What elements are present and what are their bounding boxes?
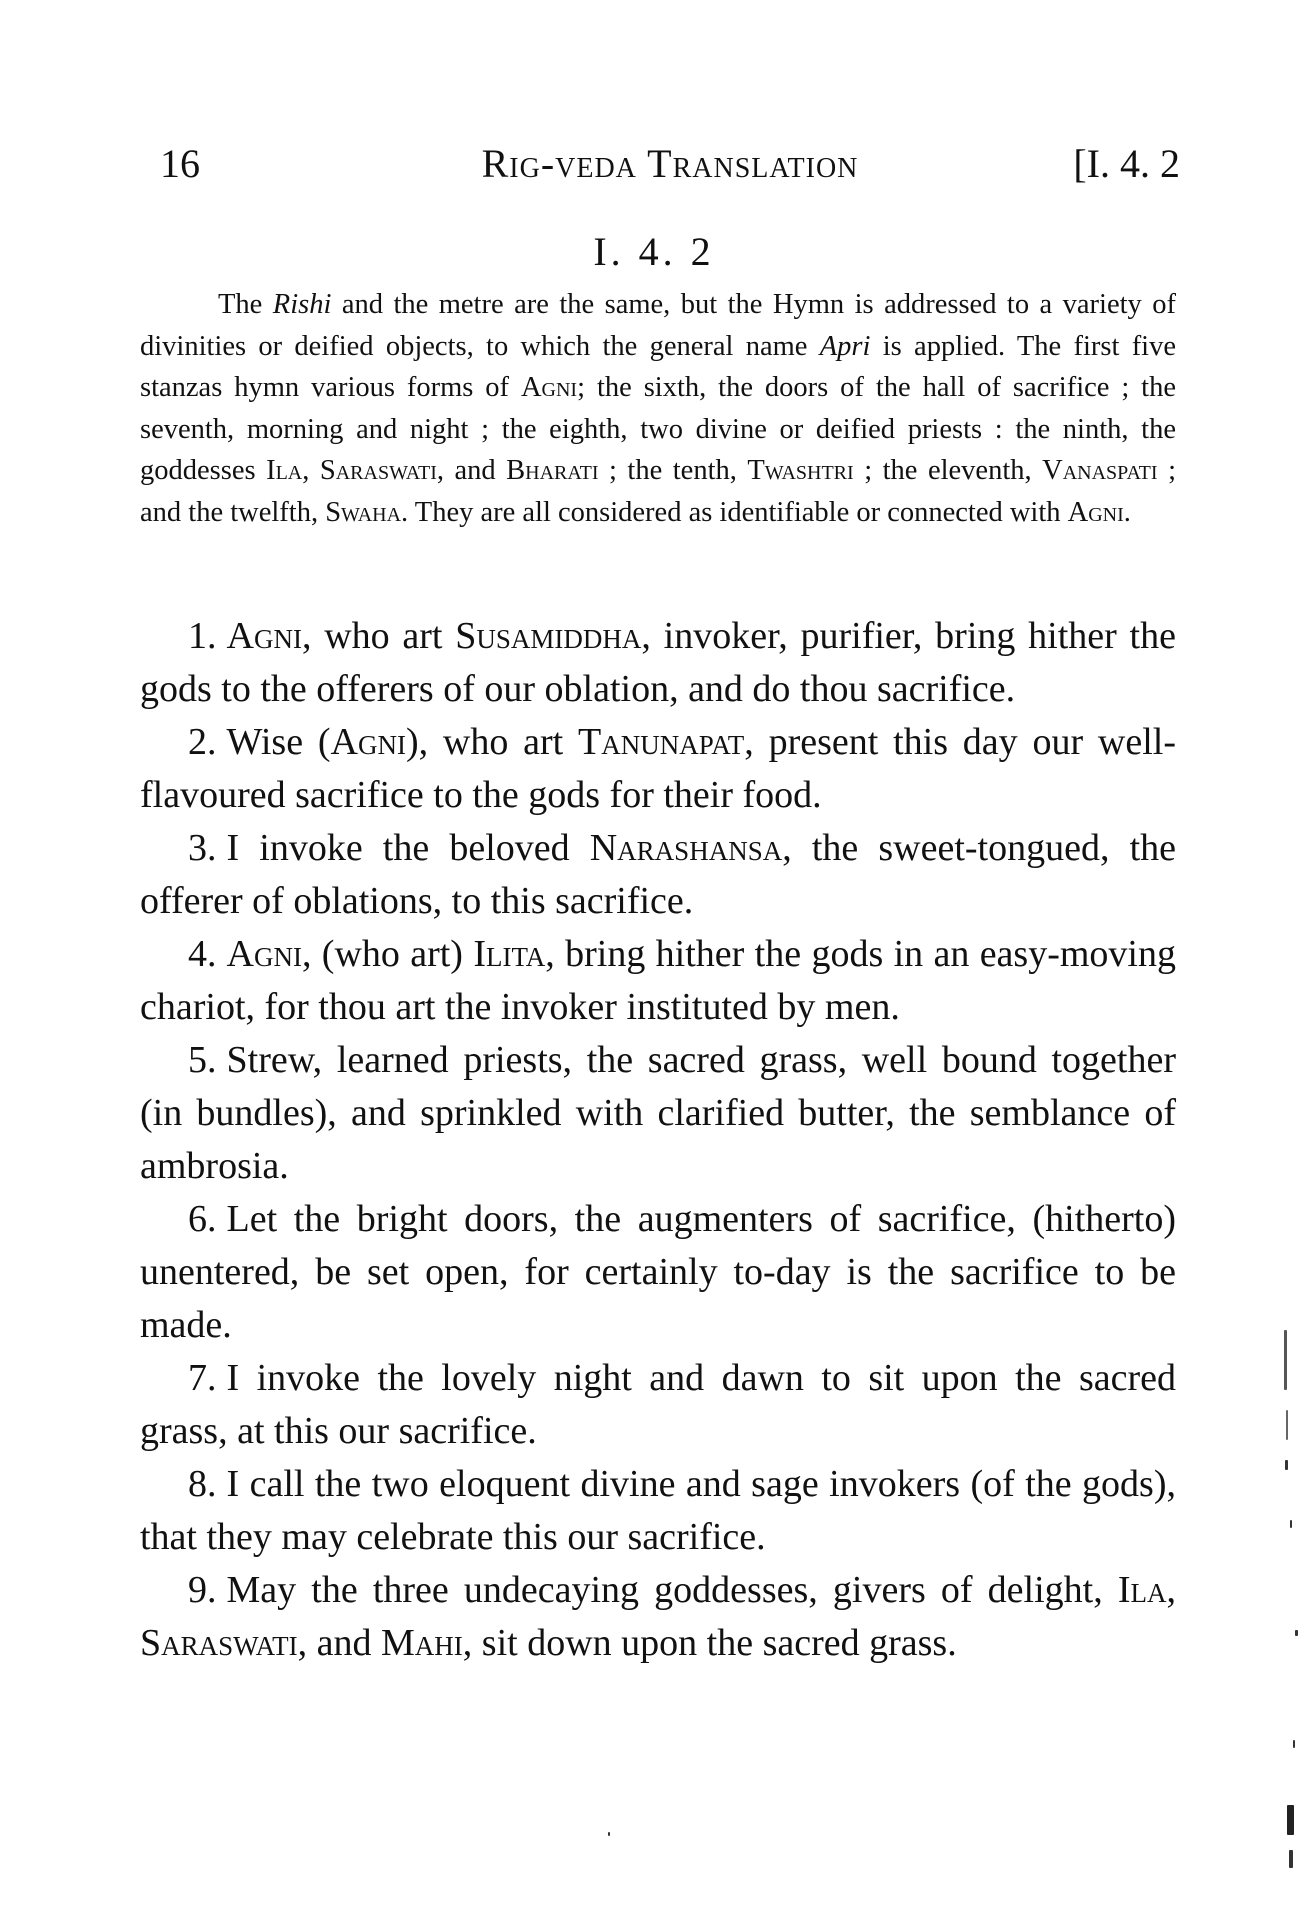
verse-list	[140, 610, 1176, 1670]
verse-6: 6. Let the bright doors, the augmenters of sacrifice, (hitherto) unentered, be set open, for certainly to-day is the sacrifice to be made.	[140, 1198, 1176, 1346]
hymn-introduction: The Rishi and the metre are the same, but the Hymn is addressed to a variety of divinities or deified objects, to which the general name Apri is applied. The first five stanzas hymn various forms of Agni; the sixth, the doors of the hall of sacrifice ; the seventh, morning and night ; the eighth, two divine or deified priests : the ninth, the goddesses Ila, Saraswati, and Bharati ; the tenth, Twashtri ; the eleventh, Vanaspati ; and the twelfth, Swaha. They are all considered as identifiable or connected with Agni.	[140, 289, 1176, 528]
hymn-heading: I. 4. 2	[593, 229, 715, 274]
verse-2: 2. Wise (Agni), who art Tanunapat, present this day our well-flavoured sacrifice to the gods for their food.	[140, 721, 1176, 816]
page-number: 16	[160, 141, 200, 186]
running-head	[160, 140, 1180, 200]
verse-7: 7. I invoke the lovely night and dawn to sit upon the sacred grass, at this our sacrifice.	[140, 1357, 1176, 1452]
verse-3: 3. I invoke the beloved Narashansa, the sweet-tongued, the offerer of oblations, to this sacrifice.	[140, 827, 1176, 922]
verse-4: 4. Agni, (who art) Ilita, bring hither the gods in an easy-moving chariot, for thou art the invoker instituted by men.	[140, 933, 1176, 1028]
verse-1: 1. Agni, who art Susamiddha, invoker, purifier, bring hither the gods to the offerers of our oblation, and do thou sacrifice.	[140, 615, 1176, 710]
running-title: Rig-veda Translation	[481, 141, 859, 186]
verse-5: 5. Strew, learned priests, the sacred grass, well bound together (in bundles), and sprinkled with clarified butter, the semblance of ambrosia.	[140, 1039, 1176, 1187]
verse-9: 9. May the three undecaying goddesses, givers of delight, Ila, Saraswati, and Mahi, sit down upon the sacred grass.	[140, 1569, 1176, 1664]
verse-8: 8. I call the two eloquent divine and sage invokers (of the gods), that they may celebrate this our sacrifice.	[140, 1463, 1176, 1558]
section-reference: [I. 4. 2	[1073, 141, 1180, 186]
